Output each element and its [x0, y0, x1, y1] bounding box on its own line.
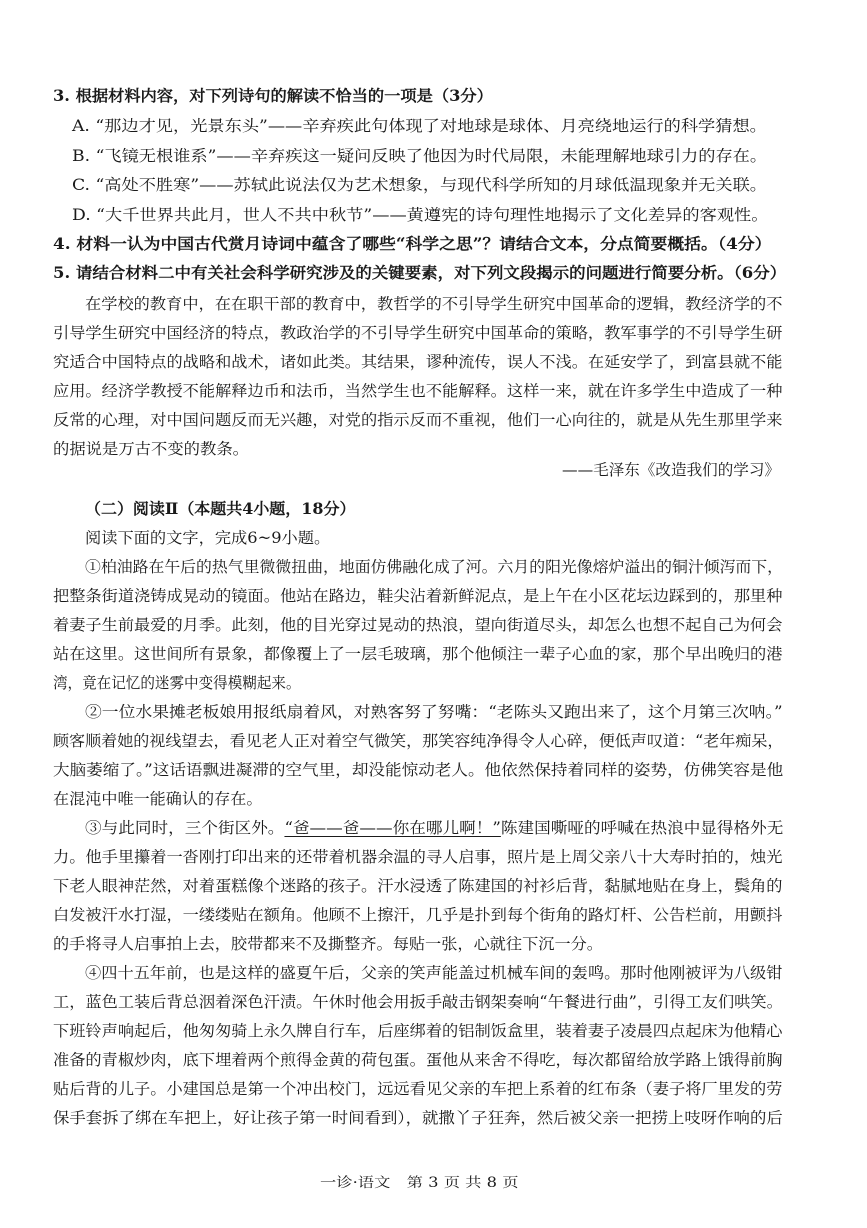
question-3-stem: 3. 根据材料内容，对下列诗句的解读不恰当的一项是（3分）	[53, 86, 493, 105]
quote-attribution: ——毛泽东《改造我们的学习》	[562, 461, 781, 479]
question-3-option-d: D. “大千世界共此月，世人不共中秋节”——黄遵宪的诗句理性地揭示了文化差异的客观性。	[72, 206, 769, 224]
question-3-option-c: C. “高处不胜寒”——苏轼此说法仅为艺术想象，与现代科学所知的月球低温现象并无关联。	[72, 176, 768, 194]
passage-line: ②一位水果摊老板娘用报纸扇着风，对熟客努了努嘴：“老陈头又跑出来了，这个月第三次呐。”	[85, 703, 783, 721]
passage-text: ③与此同时，三个街区外。	[85, 819, 285, 837]
passage-line-with-underline	[85, 818, 783, 838]
passage-line: 下班铃声响起后，他匆匆骑上永久牌自行车，后座绑着的铝制饭盒里，装着妻子凌晨四点起床为他精心	[53, 1022, 783, 1040]
question-3-option-a: A. “那边才见，光景东头”——辛弃疾此句体现了对地球是球体、月亮绕地运行的科学猜想。	[72, 117, 767, 135]
passage-line: 的手将寻人启事拍上去，胶带都来不及撕整齐。每贴一张，心就往下沉一分。	[53, 935, 603, 953]
passage-text: 陈建国嘶哑的呼喊在热浪中显得格外无	[500, 819, 784, 837]
passage-line: 大脑萎缩了。”这话语飘进凝滞的空气里，却没能惊动老人。他依然保持着同样的姿势，仿佛笑容是他	[53, 761, 784, 779]
question-4: 4. 材料一认为中国古代赏月诗词中蕴含了哪些“科学之思”？请结合文本，分点简要概括。（4分）	[53, 234, 772, 253]
passage-line: 保手套拆了绑在车把上，好让孩子第一时间看到），就撒丫子狂奔，然后被父亲一把捞上吱呀作响的后	[53, 1109, 783, 1127]
passage-line: 把整条街道浇铸成晃动的镜面。他站在路边，鞋尖沾着新鲜泥点，是上午在小区花坛边踩到的，那里种	[53, 587, 783, 605]
quote-line: 引导学生研究中国经济的特点，教政治学的不引导学生研究中国革命的策略，教军事学的不引导学生研	[53, 324, 783, 342]
section-instruction: 阅读下面的文字，完成6~9小题。	[85, 529, 331, 547]
passage-line: ①柏油路在午后的热气里微微扭曲，地面仿佛融化成了河。六月的阳光像熔炉溢出的铜汁倾泻而下，	[85, 558, 784, 576]
underlined-quote: “爸——爸——你在哪儿啊！”	[284, 819, 501, 837]
question-5: 5. 请结合材料二中有关社会科学研究涉及的关键要素，对下列文段揭示的问题进行简要分析。（6分）	[53, 263, 787, 282]
passage-line: 贴后背的儿子。小建国总是第一个冲出校门，远远看见父亲的车把上系着的红布条（妻子将厂里发的劳	[53, 1080, 783, 1098]
passage-line: 力。他手里攥着一沓刚打印出来的还带着机器余温的寻人启事，照片是上周父亲八十大寿时拍的，烛光	[53, 848, 783, 866]
passage-line: 顾客顺着她的视线望去，看见老人正对着空气微笑，那笑容纯净得令人心碎，便低声叹道：“老年痴呆，	[53, 732, 784, 750]
quote-line: 在学校的教育中，在在职干部的教育中，教哲学的不引导学生研究中国革命的逻辑，教经济学的不	[85, 295, 783, 313]
passage-line: 准备的青椒炒肉，底下埋着两个煎得金黄的荷包蛋。蛋他从来舍不得吃，每次都留给放学路上饿得前胸	[53, 1051, 783, 1069]
page-footer: 一诊·语文 第 3 页 共 8 页	[320, 1175, 519, 1191]
quote-line: 的据说是万古不变的教条。	[53, 440, 250, 458]
passage-line: 湾，竟在记忆的迷雾中变得模糊起来。	[53, 674, 301, 692]
passage-line: 白发被汗水打湿，一缕缕贴在额角。他顾不上擦汗，几乎是扑到每个街角的路灯杆、公告栏前，用颤抖	[53, 906, 783, 924]
passage-line: ④四十五年前，也是这样的盛夏午后，父亲的笑声能盖过机械车间的轰鸣。那时他刚被评为八级钳	[85, 964, 783, 982]
passage-line: 在混沌中唯一能确认的存在。	[53, 790, 263, 808]
passage-line: 着妻子生前最爱的月季。此刻，他的目光穿过晃动的热浪，望向街道尽头，却怎么也想不起自己为何会	[53, 616, 783, 634]
passage-line: 工，蓝色工装后背总洇着深色汗渍。午休时他会用扳手敲击钢架奏响“午餐进行曲”，引得工友们哄笑。	[53, 993, 783, 1011]
section-header: （二）阅读Ⅱ（本题共4小题，18分）	[85, 499, 356, 518]
question-3-option-b: B. “飞镜无根谁系”——辛弃疾这一疑问反映了他因为时代局限，未能理解地球引力的存在。	[72, 147, 768, 165]
quote-line: 应用。经济学教授不能解释边币和法币，当然学生也不能解释。这样一来，就在许多学生中造成了一种	[53, 382, 783, 400]
quote-line: 究适合中国特点的战略和战术，诸如此类。其结果，谬种流传，误人不浅。在延安学了，到富县就不能	[53, 353, 783, 371]
passage-line: 下老人眼神茫然，对着蛋糕像个迷路的孩子。汗水浸透了陈建国的衬衫后背，黏腻地贴在身上，鬓角的	[53, 877, 783, 895]
passage-line: 站在这里。这世间所有景象，都像覆上了一层毛玻璃，那个他倾注一辈子心血的家，那个早出晚归的港	[53, 645, 783, 663]
quote-line: 反常的心理，对中国问题反而无兴趣，对党的指示反而不重视，他们一心向往的，就是从先生那里学来	[53, 411, 783, 429]
